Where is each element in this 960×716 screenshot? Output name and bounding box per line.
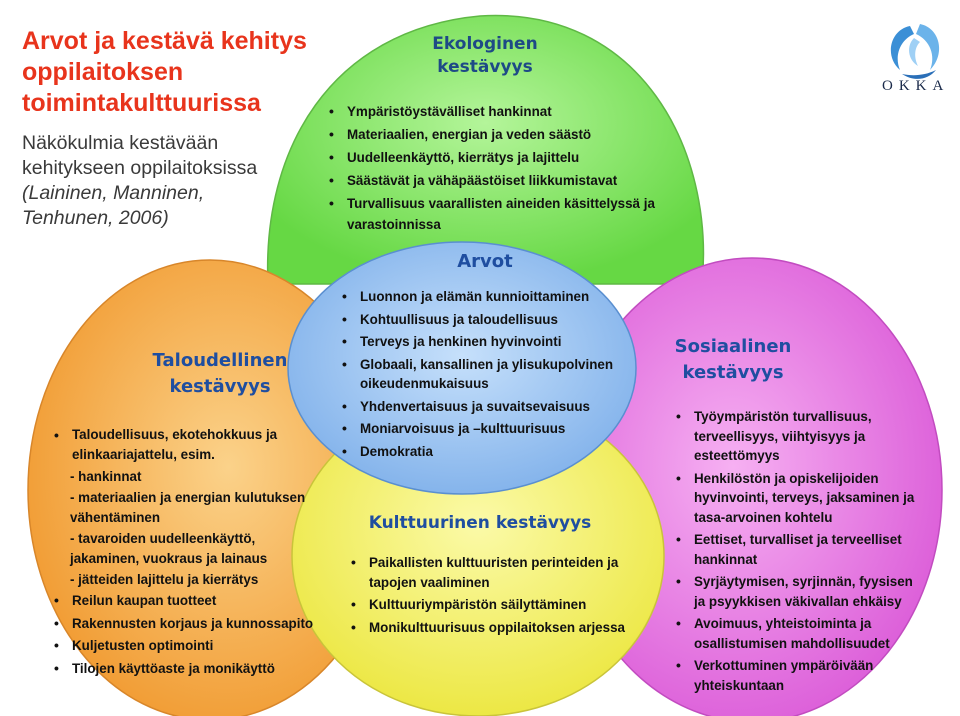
list-item: • Syrjäytymisen, syrjinnän, fyysisen ja psyykkisen väkivallan ehkäisy bbox=[672, 572, 922, 611]
title-block bbox=[22, 26, 322, 231]
ecological-heading bbox=[395, 33, 575, 79]
list-item: • Avoimuus, yhteistoiminta ja osallistumisen mahdollisuudet bbox=[672, 614, 922, 653]
subtitle-line: kehitykseen oppilaitoksissa bbox=[22, 157, 258, 179]
list-item: • Monikulttuurisuus oppilaitoksen arjessa bbox=[347, 618, 637, 638]
subtitle bbox=[22, 131, 322, 231]
ecological-list bbox=[325, 101, 690, 237]
economic-sub-list bbox=[64, 467, 324, 590]
social-heading bbox=[668, 334, 798, 386]
logo-text: OKKA bbox=[882, 78, 950, 94]
list-item: • Ympäristöystävälliset hankinnat bbox=[325, 101, 690, 122]
list-item: • Luonnon ja elämän kunnioittaminen bbox=[338, 287, 658, 307]
cultural-list bbox=[347, 553, 637, 640]
values-list bbox=[338, 287, 658, 464]
list-item: • Henkilöstön ja opiskelijoiden hyvinvointi, terveys, jaksaminen ja tasa-arvoinen kohtelu bbox=[672, 469, 922, 528]
list-item: • Reilun kaupan tuotteet bbox=[50, 591, 350, 611]
values-heading: Arvot bbox=[457, 251, 513, 272]
list-item: • Rakennusten korjaus ja kunnossapito bbox=[50, 614, 350, 634]
list-item: • Globaali, kansallinen ja ylisukupolvinen oikeudenmukaisuus bbox=[338, 355, 658, 394]
subtitle-line: Näkökulmia kestävään bbox=[22, 132, 219, 154]
page-title: Arvot ja kestävä kehitys oppilaitoksen toimintakulttuurissa bbox=[22, 27, 307, 117]
list-item: • Paikallisten kulttuuristen perinteiden ja tapojen vaaliminen bbox=[347, 553, 637, 592]
list-item: • Materiaalien, energian ja veden säästö bbox=[325, 124, 690, 145]
economic-heading-line: kestävyys bbox=[169, 376, 271, 397]
list-item: • Turvallisuus vaarallisten aineiden käsittelyssä ja varastoinnissa bbox=[325, 193, 690, 235]
list-item: • Työympäristön turvallisuus, terveellisyys, viihtyisyys ja esteettömyys bbox=[672, 407, 922, 466]
economic-list-first bbox=[50, 425, 300, 468]
economic-heading-line: Taloudellinen bbox=[152, 350, 288, 371]
economic-list bbox=[50, 591, 350, 681]
list-item: • Moniarvoisuus ja –kulttuurisuus bbox=[338, 419, 658, 439]
sub-item: - hankinnat bbox=[70, 469, 142, 484]
subtitle-line: Tenhunen, 2006) bbox=[22, 207, 169, 229]
list-item: • Terveys ja henkinen hyvinvointi bbox=[338, 332, 658, 352]
sub-item: - jätteiden lajittelu ja kierrätys bbox=[70, 571, 259, 587]
ecological-heading-line: kestävyys bbox=[437, 57, 533, 77]
list-item: • Eettiset, turvalliset ja terveelliset hankinnat bbox=[672, 530, 922, 569]
list-item: • Tilojen käyttöaste ja monikäyttö bbox=[50, 659, 350, 679]
ecological-heading-line: Ekologinen bbox=[432, 34, 538, 54]
sub-item: - materiaalien ja energian kulutuksen vähentäminen bbox=[70, 489, 306, 525]
cultural-heading: Kulttuurinen kestävyys bbox=[368, 513, 592, 533]
list-item: • Kuljetusten optimointi bbox=[50, 636, 350, 656]
social-heading-line: Sosiaalinen bbox=[674, 336, 792, 357]
social-list bbox=[672, 407, 922, 698]
list-item: • Taloudellisuus, ekotehokkuus ja elinkaariajattelu, esim. bbox=[50, 425, 300, 465]
list-item: • Yhdenvertaisuus ja suvaitsevaisuus bbox=[338, 397, 658, 417]
list-item: • Kohtuullisuus ja taloudellisuus bbox=[338, 310, 658, 330]
subtitle-line: (Laininen, Manninen, bbox=[22, 182, 205, 204]
economic-heading bbox=[140, 348, 300, 400]
list-item: • Verkottuminen ympäröivään yhteiskuntaan bbox=[672, 656, 922, 695]
list-item: • Demokratia bbox=[338, 442, 658, 462]
sub-item: - tavaroiden uudelleenkäyttö, jakaminen, vuokraus ja lainaus bbox=[70, 530, 268, 566]
list-item: • Kulttuuriympäristön säilyttäminen bbox=[347, 595, 637, 615]
list-item: • Uudelleenkäyttö, kierrätys ja lajittelu bbox=[325, 147, 690, 168]
list-item: • Säästävät ja vähäpäästöiset liikkumistavat bbox=[325, 170, 690, 191]
social-heading-line: kestävyys bbox=[682, 362, 784, 383]
